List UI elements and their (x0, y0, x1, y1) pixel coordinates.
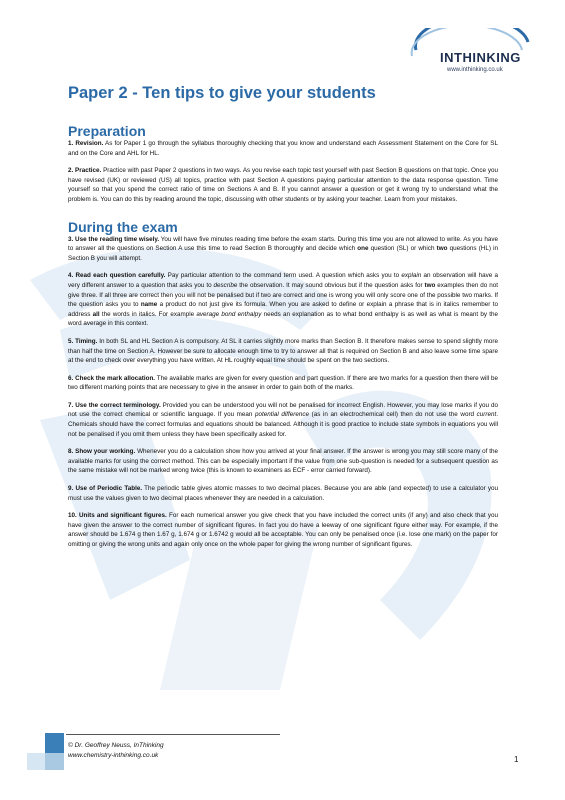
tip-italic: current (476, 411, 497, 419)
tip-2 (68, 166, 498, 204)
tip-text: Practice with past Paper 2 questions in two ways. As you revise each topic test yourself with past Section B questions on that topic. Once you have revised (UK) or reviewed (US) all topics, practice with past Section A questions paying particular attention to the data response question. Time yourself so that you spend the correct ratio of time on Sections A and B. If you cannot answer a question or get it wrong try to understand what the problem is. You can do this by reading around the topic, discussing with other students or by asking your teacher. Learn from your mistakes. (68, 167, 498, 203)
tip-text: For each numerical answer you give check that you have included the correct units (if any) and also check that you have given the answer to the correct number of significant figures. In fact you do have a leeway of one significant figure either way. For example, if the answer should be 1.674 g then 1.67 g, 1.674 g or 1.6742 g would all be acceptable. You can only be penalised once (i.e. lose one mark) on the paper for omitting or giving the wrong units and again only once on the whole paper for giving the wrong number of significant figures. (68, 512, 499, 548)
page-number: 1 (514, 755, 519, 764)
tip-emphasis: two (436, 245, 448, 253)
footer-decoration (45, 753, 64, 770)
tip-text: questions (HL) in Section B you will attempt. (68, 245, 498, 262)
tip-heading: 5. Timing. (68, 337, 98, 345)
tip-text: . Chemicals should have the correct formulas and equations should be balanced. Although it is good practice to include state symbols in equations you will not be penalised if you omit them unless they have been specifically asked for. (68, 411, 498, 438)
tip-1 (68, 139, 498, 158)
tip-emphasis: all (92, 310, 100, 318)
tip-text: The periodic table gives atomic masses to two decimal places. Because you are able (and expected) to use a calculator you must use the values given to two decimal places whenever they are needed in a calculation. (68, 485, 499, 502)
tip-3 (68, 235, 498, 264)
section-heading-preparation: Preparation (68, 123, 146, 139)
tip-8 (68, 447, 498, 476)
tip-9 (68, 484, 498, 503)
tip-text: You will have five minutes reading time before the exam starts. During this time you are not allowed to write. As you have to answer all the questions on Section A use this time to read Section B thoroughly and decide which (68, 235, 498, 253)
tip-italic: explain (401, 272, 422, 280)
tip-heading: 7. Use the correct terminology. (68, 401, 161, 409)
tip-text: an observation will have a very different answer to a question that asks you to (68, 272, 498, 289)
tip-italic: average bond enthalpy (196, 310, 262, 318)
brand-url: www.inthinking.co.uk (447, 67, 503, 73)
tip-heading: 10. Units and significant figures. (68, 512, 167, 520)
tip-5 (68, 337, 498, 366)
tip-heading: 6. Check the mark allocation. (68, 374, 156, 382)
tip-emphasis: name (140, 301, 158, 309)
tip-text: In both SL and HL Section A is compulsory. At SL it carries slightly more marks than Section B. It therefore makes sense to spend slightly more than half the time on Section A. However be sure to allocate enough time to try to answer all that is required on Section B and also leave some time spare at the end to check over everything you have written. At HL roughly equal time should be spent on the two sections. (68, 337, 498, 365)
tip-text: As for Paper 1 go through the syllabus thoroughly checking that you know and understand each Assessment Statement on the Core for SL and on the Core and AHL for HL. (68, 140, 498, 157)
tip-emphasis: one (357, 245, 369, 253)
tip-text: the observation. It may sound obvious but if the question asks for (237, 281, 425, 289)
tip-heading: 8. Show your working. (68, 448, 136, 456)
tip-text: The available marks are given for every question and part question. If there are two marks for a question then there will be two different marking points that are necessary to give in the answer in order to gain both of the marks. (68, 374, 498, 392)
tip-text: question (SL) or which (368, 245, 437, 253)
tip-6 (68, 374, 498, 393)
tip-heading: 3. Use the reading time wisely. (68, 235, 160, 243)
tip-text: Provided you can be understood you will not be penalised for incorrect English. However, you may lose marks if you do not use the correct chemical or scientific language. If you mean (68, 401, 498, 419)
tip-heading: 1. Revision. (68, 140, 104, 147)
footer-decoration (45, 733, 64, 753)
tip-heading: 4. Read each question carefully. (68, 272, 166, 280)
footer-copyright: © Dr. Geoffrey Neuss, InThinking (68, 742, 164, 749)
tip-text: Whenever you do a calculation show how you arrived at your final answer. If the answer is wrong you may still score many of the available marks for using the correct method. This can be especially important if the value from one sub-question is needed for a subsequent question as the same mistake will not be marked wrong twice (this is known to examiners as ECF - error carried forward). (68, 448, 498, 475)
tip-text: examples then do not give three. If all three are correct then you will not be penalised but if two are correct and one is wrong you will only score one of the possible two marks. If the question asks you to (68, 281, 498, 309)
tip-text: a product do not just give its formula. When you are asked to define or explain a phrase that is in italics remember to address (68, 301, 498, 318)
tip-text: Pay particular attention to the command term used. A question which asks you to (165, 272, 402, 280)
document-body (68, 123, 498, 558)
footer-divider (66, 734, 280, 735)
page-title: Paper 2 - Ten tips to give your students (68, 84, 376, 102)
brand-name: INTHINKING (440, 50, 521, 65)
tip-10 (68, 511, 498, 549)
footer-website: www.chemistry-inthinking.co.uk (68, 752, 159, 759)
tip-emphasis: two (424, 281, 436, 289)
tip-text: the words in italics. For example (99, 310, 197, 318)
tip-text: (as in an electrochemical cell) then do not use the word (309, 411, 477, 419)
tip-heading: 2. Practice. (68, 167, 102, 175)
tip-4 (68, 271, 498, 329)
tip-text: needs an explanation as to what bond enthalpy is as well as what is meant by the word average in this context. (68, 310, 498, 328)
tip-heading: 9. Use of Periodic Table. (68, 485, 143, 493)
section-heading-during-exam: During the exam (68, 218, 178, 235)
footer-decoration (27, 753, 45, 770)
tip-italic: describe (213, 281, 238, 289)
tip-7 (68, 401, 498, 439)
tip-italic: potential difference (255, 411, 310, 419)
